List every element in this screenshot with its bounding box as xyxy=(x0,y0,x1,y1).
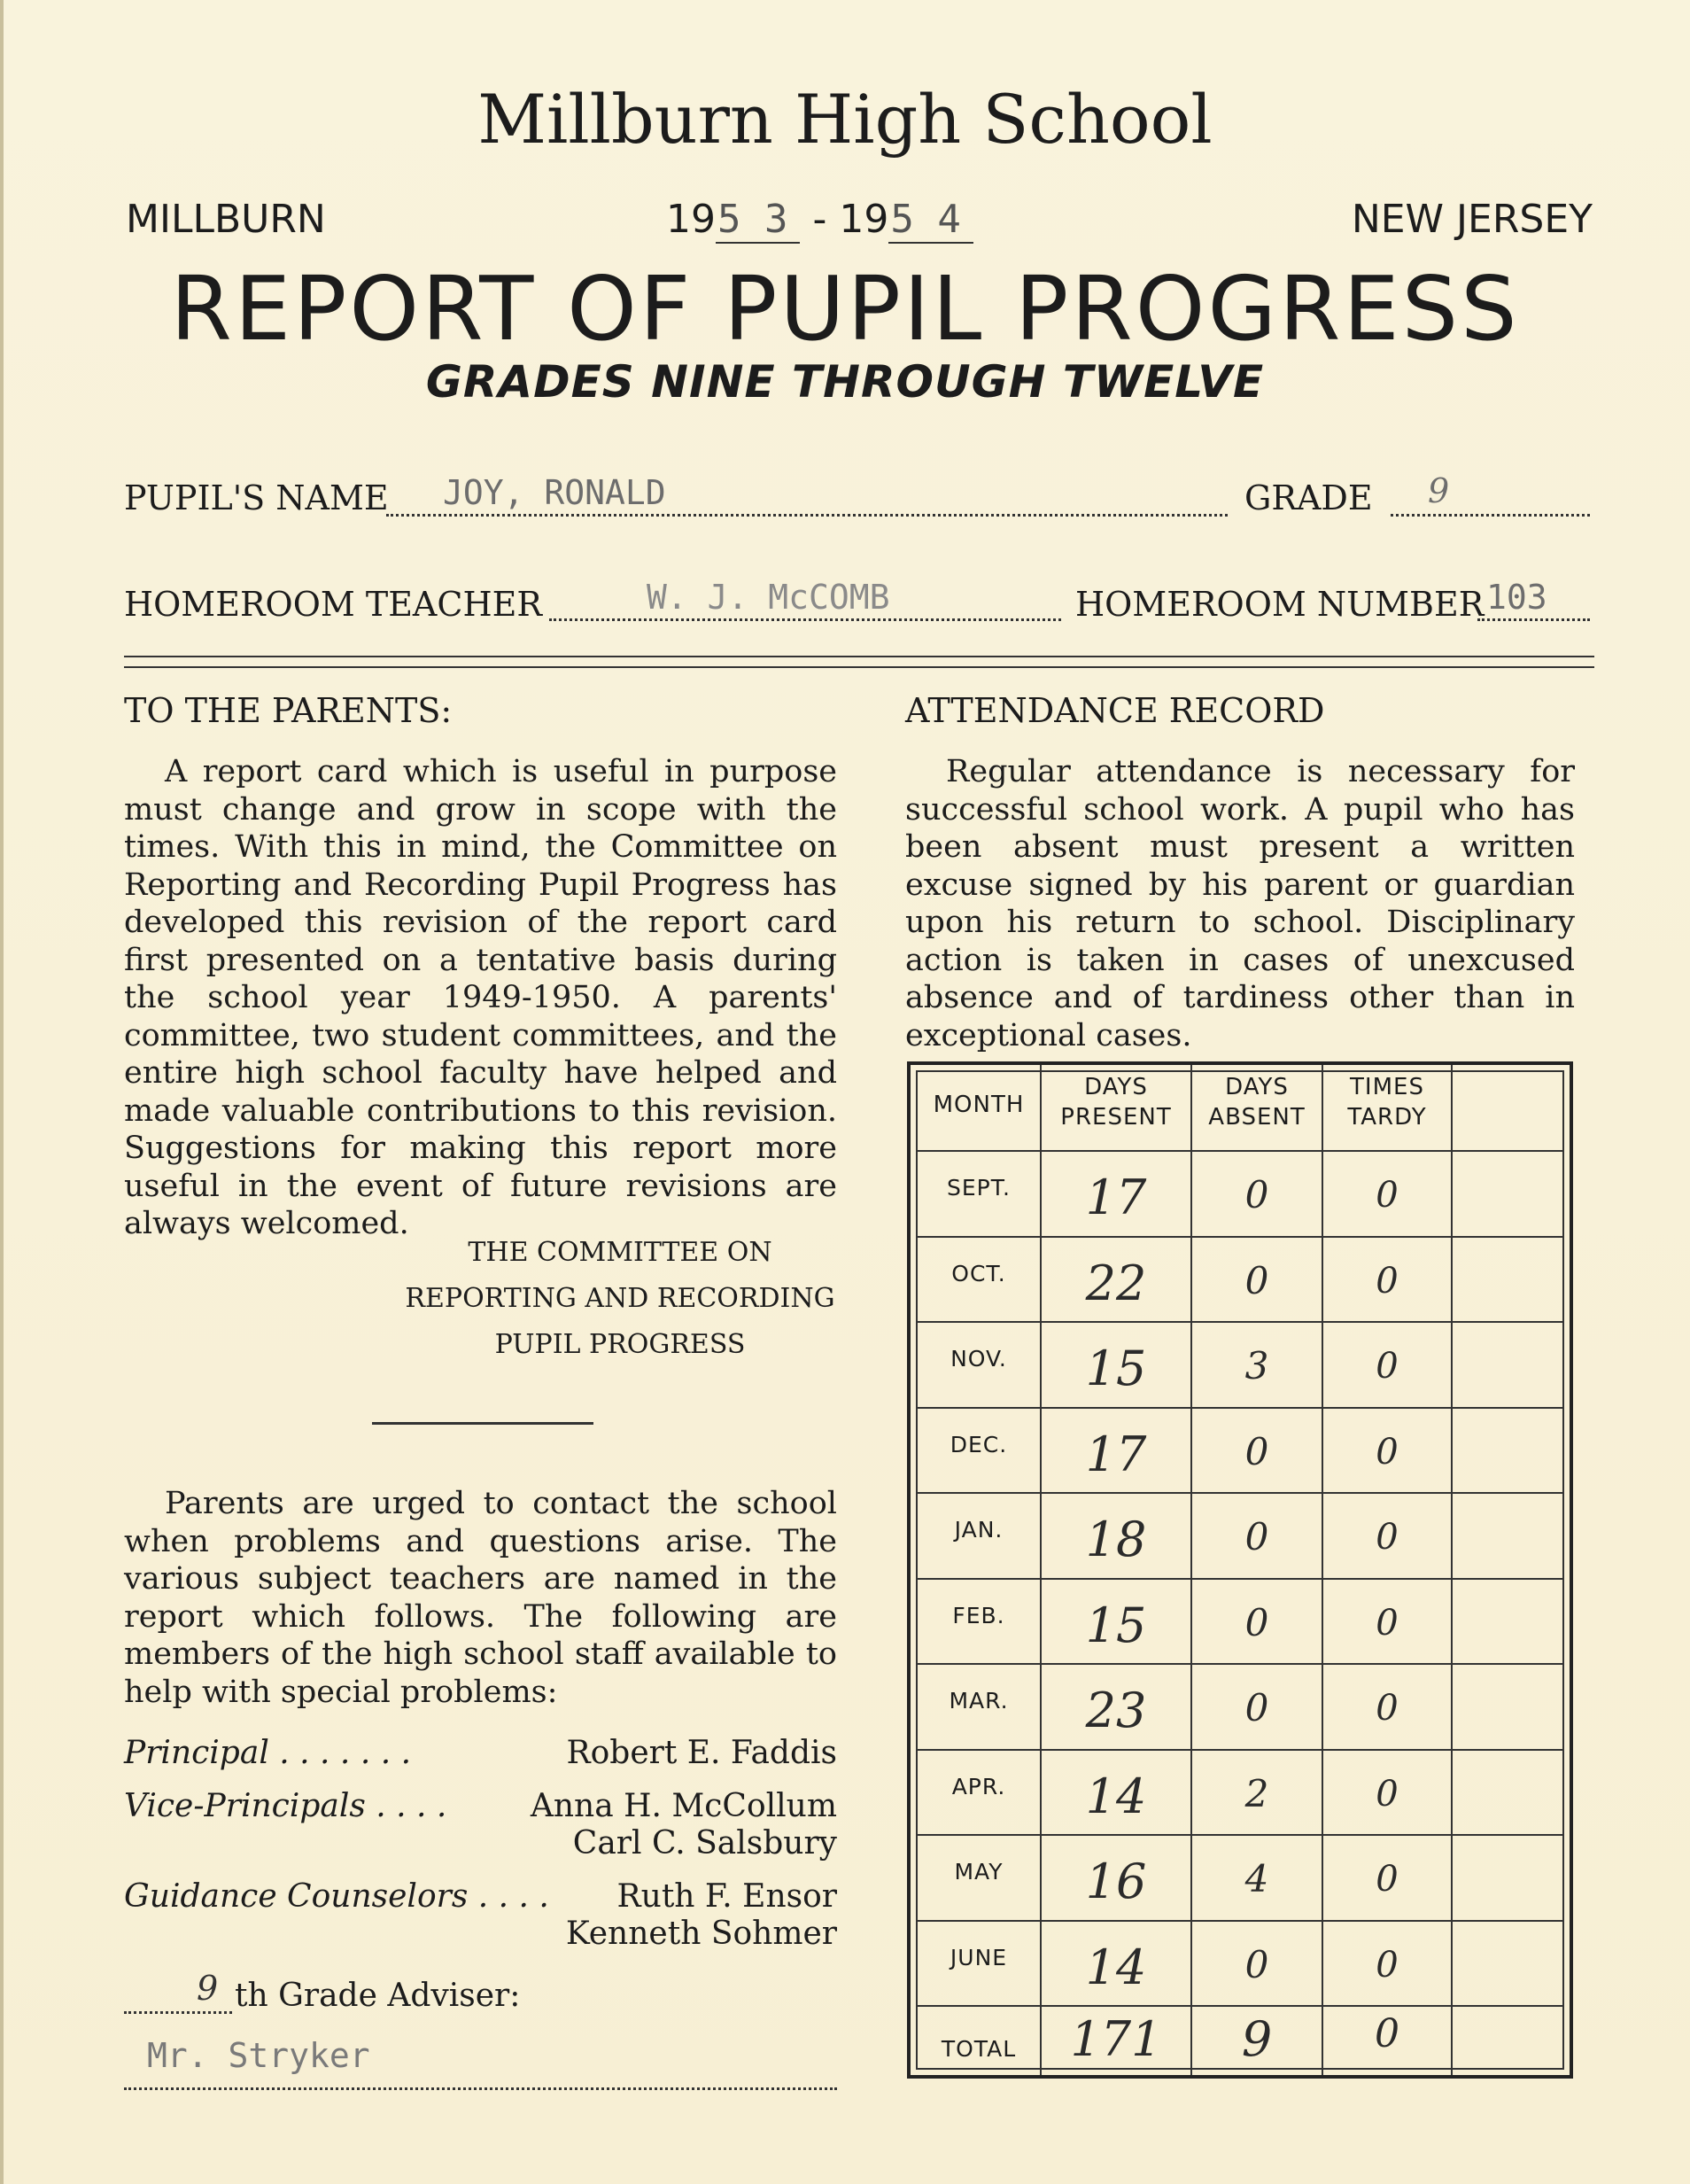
vice-principal-2: Carl C. Salsbury xyxy=(572,1825,837,1861)
days-present-value: 15 xyxy=(1085,1341,1147,1396)
principal-role: Principal . . . . . . . xyxy=(124,1735,412,1771)
col-present-line1: DAYS xyxy=(1084,1074,1148,1100)
days-present-value: 16 xyxy=(1085,1854,1147,1909)
pupil-name-line xyxy=(386,514,1228,517)
times-tardy-value: 0 xyxy=(1376,1431,1399,1473)
parents-heading: TO THE PARENTS: xyxy=(124,691,453,730)
col-month-header: MONTH xyxy=(933,1092,1025,1118)
row-divider xyxy=(916,1663,1564,1665)
col-tardy-header xyxy=(1323,1072,1451,1132)
days-absent-value: 4 xyxy=(1244,1857,1269,1900)
pupil-name-value: JOY, RONALD xyxy=(443,473,666,512)
parents-body xyxy=(124,753,837,1243)
days-absent-value: 0 xyxy=(1244,1258,1269,1302)
year-start-handwritten: 5 3 xyxy=(716,197,800,244)
row-divider xyxy=(916,1578,1564,1580)
adviser-name: Mr. Stryker xyxy=(147,2036,370,2075)
times-tardy-value: 0 xyxy=(1376,1773,1399,1815)
days-absent-value: 0 xyxy=(1244,1686,1269,1729)
col-absent-line2: ABSENT xyxy=(1208,1104,1306,1131)
year-prefix-start: 19 xyxy=(666,197,716,242)
days-present-value: 18 xyxy=(1085,1512,1147,1567)
contact-text: Parents are urged to contact the school when problems and questions arise. The various subject teachers are named in the report which follows. The following are members of the high school staff available to help with special problems: xyxy=(124,1486,837,1710)
row-divider xyxy=(916,2005,1564,2007)
days-present-value: 17 xyxy=(1085,1426,1147,1482)
days-present-value: 22 xyxy=(1085,1255,1147,1311)
row-divider xyxy=(916,1150,1564,1152)
days-absent-value: 0 xyxy=(1244,1942,1269,1986)
month-label: OCT. xyxy=(951,1260,1006,1286)
times-tardy-value: 0 xyxy=(1376,1602,1399,1644)
committee-line-2: REPORTING AND RECORDING xyxy=(405,1283,835,1314)
attendance-table xyxy=(907,1061,1573,2079)
col-absent-line1: DAYS xyxy=(1225,1074,1289,1100)
row-divider xyxy=(916,1834,1564,1836)
year-prefix-end: 19 xyxy=(839,197,889,242)
committee-line-1: THE COMMITTEE ON xyxy=(468,1237,772,1268)
school-name: Millburn High School xyxy=(477,80,1213,159)
month-label: MAY xyxy=(954,1859,1004,1885)
times-tardy-value: 0 xyxy=(1376,1175,1399,1216)
col-tardy-line1: TIMES xyxy=(1350,1074,1424,1100)
col-absent-header xyxy=(1192,1072,1322,1132)
year-separator: - xyxy=(812,197,827,242)
days-present-value: 15 xyxy=(1085,1597,1147,1653)
month-label: JUNE xyxy=(950,1944,1008,1970)
month-label: DEC. xyxy=(950,1431,1008,1457)
vice-principals-role: Vice-Principals . . . . xyxy=(124,1788,447,1824)
adviser-name-line xyxy=(124,2087,837,2090)
col-tardy-line2: TARDY xyxy=(1347,1104,1427,1131)
times-tardy-value: 0 xyxy=(1376,1517,1399,1558)
times-tardy-value: 0 xyxy=(1376,1688,1399,1729)
days-absent-value: 0 xyxy=(1244,1173,1269,1216)
vice-principal-1: Anna H. McCollum xyxy=(530,1788,837,1824)
row-divider xyxy=(916,1749,1564,1751)
contact-paragraph xyxy=(124,1485,837,1711)
month-label: NOV. xyxy=(950,1346,1007,1372)
month-label: JAN. xyxy=(954,1517,1004,1543)
row-divider xyxy=(916,1236,1564,1238)
report-title: REPORT OF PUPIL PROGRESS xyxy=(170,257,1520,361)
grade-value: 9 xyxy=(1428,471,1450,510)
staff-vice-principals xyxy=(124,1788,837,1861)
days-present-value: 14 xyxy=(1085,1939,1147,1995)
days-absent-value: 0 xyxy=(1244,1600,1269,1644)
col-present-header xyxy=(1042,1072,1190,1132)
double-rule-top xyxy=(124,656,1594,657)
row-divider xyxy=(916,1321,1564,1323)
month-label: SEPT. xyxy=(947,1175,1011,1201)
times-tardy-value: 0 xyxy=(1376,1944,1399,1986)
pupil-name-label: PUPIL'S NAME xyxy=(124,478,389,517)
row-divider xyxy=(916,1920,1564,1922)
row-divider xyxy=(916,1407,1564,1409)
total-label: TOTAL xyxy=(941,2036,1017,2062)
times-tardy-value: 0 xyxy=(1376,1346,1399,1387)
committee-signature xyxy=(354,1230,886,1368)
total-tardy: 0 xyxy=(1375,2011,1399,2056)
days-absent-value: 0 xyxy=(1244,1429,1269,1473)
total-present: 171 xyxy=(1070,2011,1162,2067)
attendance-body xyxy=(905,753,1575,1054)
grade-label: GRADE xyxy=(1244,478,1373,517)
days-present-value: 17 xyxy=(1085,1170,1147,1225)
homeroom-teacher-label: HOMEROOM TEACHER xyxy=(124,585,542,624)
adviser-label: th Grade Adviser: xyxy=(235,1978,521,2014)
month-label: APR. xyxy=(951,1773,1006,1799)
homeroom-number-value: 103 xyxy=(1486,578,1547,617)
month-label: MAR. xyxy=(949,1688,1009,1714)
month-label: FEB. xyxy=(952,1602,1005,1628)
homeroom-number-line xyxy=(1477,618,1590,621)
days-absent-value: 3 xyxy=(1244,1344,1269,1387)
principal-name: Robert E. Faddis xyxy=(566,1735,837,1771)
col-present-line2: PRESENT xyxy=(1060,1104,1172,1131)
total-absent: 9 xyxy=(1241,2011,1273,2067)
homeroom-number-label: HOMEROOM NUMBER xyxy=(1075,585,1485,624)
year-end-handwritten: 5 4 xyxy=(888,197,973,244)
col-divider-4 xyxy=(1451,1065,1453,2075)
parents-body-text: A report card which is useful in purpose must change and grow in scope with the times. With this in mind, the Committee on Reporting and Recording Pupil Progress has developed this revision of the report card first presented on a tentative basis during the school year 1949-1950. A parents' committee, two student committees, and the entire high school faculty have helped and made valuable contributions to this revision. Suggestions for making this report more useful in the event of future revisions are always welcomed. xyxy=(124,754,837,1241)
times-tardy-value: 0 xyxy=(1376,1260,1399,1302)
homeroom-teacher-line xyxy=(549,618,1061,621)
guidance-role: Guidance Counselors . . . . xyxy=(124,1878,549,1915)
state: NEW JERSEY xyxy=(1351,197,1593,242)
section-divider xyxy=(372,1422,593,1425)
days-absent-value: 0 xyxy=(1244,1515,1269,1558)
days-absent-value: 2 xyxy=(1244,1771,1269,1815)
col-divider-3 xyxy=(1322,1065,1323,2075)
attendance-heading: ATTENDANCE RECORD xyxy=(905,691,1325,730)
town: MILLBURN xyxy=(126,197,326,242)
days-present-value: 23 xyxy=(1085,1683,1147,1738)
col-divider-2 xyxy=(1190,1065,1192,2075)
guidance-counselor-1: Ruth F. Ensor xyxy=(616,1878,837,1915)
attendance-body-text: Regular attendance is necessary for successful school work. A pupil who has been absent must present a written excuse signed by his parent or guardian upon his return to school. Disciplinary action is taken in cases of unexcused absence and of tardiness other than in exceptional cases. xyxy=(905,754,1575,1053)
report-subtitle: GRADES NINE THROUGH TWELVE xyxy=(425,356,1265,408)
adviser-grade-value: 9 xyxy=(197,1969,219,2008)
staff-principal xyxy=(124,1735,837,1771)
adviser-grade-line xyxy=(124,2011,232,2014)
grade-line xyxy=(1391,514,1590,517)
committee-line-3: PUPIL PROGRESS xyxy=(494,1329,746,1360)
guidance-counselor-2: Kenneth Sohmer xyxy=(565,1916,837,1952)
homeroom-teacher-value: W. J. McCOMB xyxy=(647,578,890,617)
row-divider xyxy=(916,1492,1564,1494)
double-rule-bottom xyxy=(124,666,1594,668)
school-year xyxy=(666,197,973,242)
days-present-value: 14 xyxy=(1085,1768,1147,1824)
times-tardy-value: 0 xyxy=(1376,1859,1399,1900)
staff-guidance xyxy=(124,1878,837,1952)
